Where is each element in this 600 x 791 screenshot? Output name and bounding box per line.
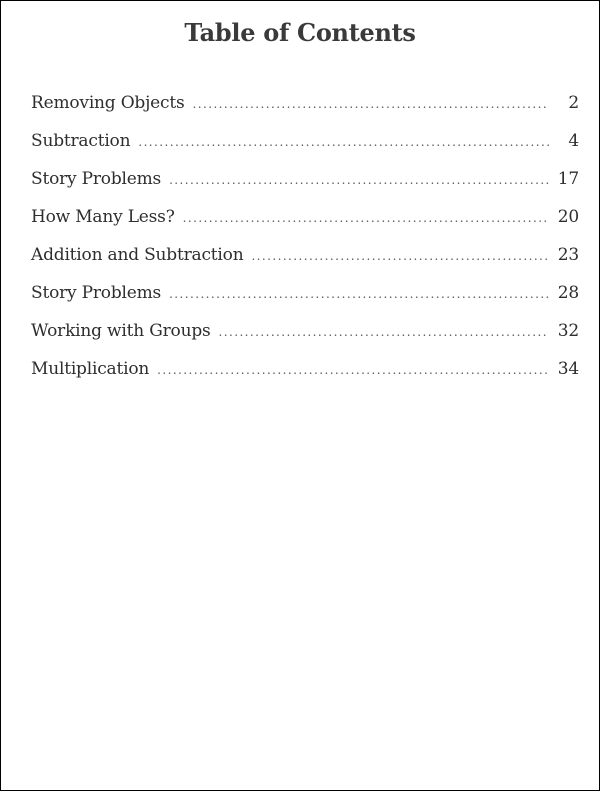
- dot-leader: [251, 249, 549, 263]
- toc-entry-title: Working with Groups: [31, 321, 211, 341]
- dot-leader: [169, 287, 549, 301]
- toc-entry-page: 20: [557, 207, 579, 227]
- dot-leader: [157, 363, 549, 377]
- toc-entry: [31, 359, 579, 397]
- toc-entry-title: Subtraction: [31, 131, 131, 151]
- dot-leader: [183, 211, 549, 225]
- toc-entry-title: Story Problems: [31, 169, 162, 189]
- toc-entry: [31, 131, 579, 169]
- toc-entry: [31, 245, 579, 283]
- toc-entry-title: Addition and Subtraction: [31, 245, 244, 265]
- toc-entry: [31, 283, 579, 321]
- toc-entry-page: 17: [557, 169, 579, 189]
- toc-entry: [31, 207, 579, 245]
- toc-entry: [31, 321, 579, 359]
- toc-entry: [31, 169, 579, 207]
- toc-entry: [31, 93, 579, 131]
- dot-leader: [219, 325, 549, 339]
- toc-entry-page: 23: [557, 245, 579, 265]
- toc-entry-page: 4: [568, 131, 579, 151]
- dot-leader: [138, 135, 549, 149]
- toc-entry-title: How Many Less?: [31, 207, 175, 227]
- toc-entry-title: Multiplication: [31, 359, 150, 379]
- dot-leader: [169, 173, 549, 187]
- table-of-contents: [31, 93, 579, 397]
- toc-entry-page: 2: [568, 93, 579, 113]
- toc-entry-title: Removing Objects: [31, 93, 185, 113]
- dot-leader: [193, 97, 549, 111]
- page-title: Table of Contents: [184, 18, 416, 47]
- toc-entry-page: 34: [557, 359, 579, 379]
- toc-entry-title: Story Problems: [31, 283, 162, 303]
- toc-entry-page: 32: [557, 321, 579, 341]
- toc-entry-page: 28: [557, 283, 579, 303]
